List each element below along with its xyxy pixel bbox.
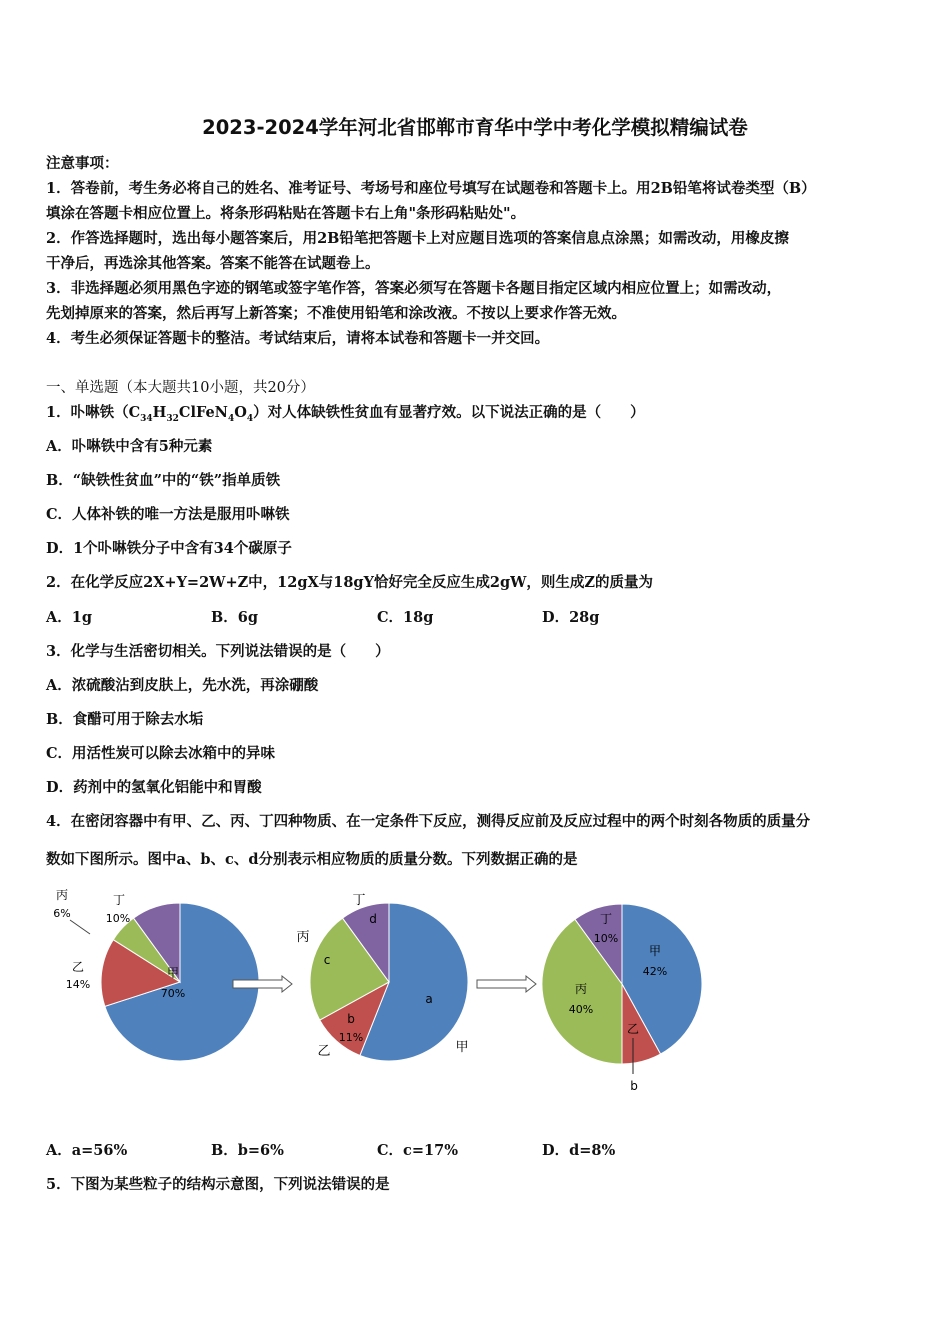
- question-4-option-c[interactable]: C．c=17%: [377, 1142, 458, 1159]
- question-1-option-c[interactable]: C．人体补铁的唯一方法是服用卟啉铁: [46, 506, 290, 523]
- question-4-option-b[interactable]: B．b=6%: [211, 1142, 284, 1159]
- question-4-stem-line2: 数如下图所示。图中a、b、c、d分别表示相应物质的质量分数。下列数据正确的是: [46, 851, 578, 868]
- arrow-right-icon: [477, 976, 536, 992]
- pie-chart-3: [542, 904, 702, 1093]
- question-1-option-a[interactable]: A．卟啉铁中含有5种元素: [46, 438, 213, 455]
- notice-line: 4．考生必须保证答题卡的整洁。考试结束后，请将本试卷和答题卡一并交回。: [46, 330, 550, 347]
- question-2-option-a[interactable]: A．1g: [46, 609, 92, 626]
- pie1-label-ding-name: 丁: [112, 893, 126, 907]
- question-4-option-a[interactable]: A．a=56%: [46, 1142, 128, 1159]
- pie-charts-figure: [40, 880, 720, 1105]
- pie1-label-yi-value: 14%: [65, 978, 91, 991]
- pie3-label-ding-value: 10%: [593, 932, 619, 945]
- question-3-option-d[interactable]: D．药剂中的氢氧化铝能中和胃酸: [46, 779, 262, 796]
- question-5-stem: 5．下图为某些粒子的结构示意图，下列说法错误的是: [46, 1176, 390, 1193]
- pie3-label-yi-name: 乙: [626, 1022, 640, 1036]
- pie1-label-bing-name: 丙: [55, 888, 69, 902]
- pie2-label-bing: 丙: [296, 930, 310, 945]
- notice-line: 干净后，再选涂其他答案。答案不能答在试题卷上。: [46, 255, 380, 272]
- notice-heading: 注意事项：: [46, 155, 119, 172]
- pie1-label-ding-value: 10%: [105, 912, 131, 925]
- pie2-label-a: a: [425, 992, 433, 1006]
- pie3-label-jia-name: 甲: [648, 944, 662, 958]
- pie3-label-jia-value: 42%: [642, 965, 668, 978]
- pie2-label-c: c: [323, 953, 331, 967]
- pie3-label-ding-name: 丁: [599, 912, 613, 926]
- section-heading: 一、单选题（本大题共10小题，共20分）: [46, 380, 315, 396]
- question-3-option-c[interactable]: C．用活性炭可以除去冰箱中的异味: [46, 745, 276, 762]
- pie3-label-bing-value: 40%: [568, 1003, 594, 1016]
- question-1-stem: 1．卟啉铁$(C_{34}H_{32}ClFeN_4O_4)$对人体缺铁性贫血有显著疗效。以下说法正确的是（ ）: [46, 404, 645, 424]
- question-3-stem: 3．化学与生活密切相关。下列说法错误的是（ ）: [46, 643, 390, 660]
- notice-line: 1．答卷前，考生务必将自己的姓名、准考证号、考场号和座位号填写在试题卷和答题卡上。用2B铅笔将试卷类型（B）: [46, 180, 816, 197]
- pie1-label-jia-name: 甲: [166, 966, 180, 980]
- pie2-label-b: b: [347, 1012, 355, 1026]
- notice-line: 先划掉原来的答案，然后再写上新答案；不准使用铅笔和涂改液。不按以上要求作答无效。: [46, 305, 626, 322]
- pie3-label-bing-name: 丙: [574, 982, 588, 996]
- question-3-option-b[interactable]: B．食醋可用于除去水垢: [46, 711, 204, 728]
- pie1-label-jia-value: 70%: [160, 987, 186, 1000]
- question-2-option-c[interactable]: C．18g: [377, 609, 434, 626]
- pie2-label-b-value: 11%: [338, 1031, 364, 1044]
- question-2-option-d[interactable]: D．28g: [542, 609, 600, 626]
- notice-line: 3．非选择题必须用黑色字迹的钢笔或签字笔作答，答案必须写在答题卡各题目指定区域内相应位置上；如需改动，: [46, 280, 782, 297]
- question-1-option-d[interactable]: D．1个卟啉铁分子中含有34个碳原子: [46, 540, 292, 557]
- pie-chart-2: [296, 893, 468, 1061]
- pie2-label-yi: 乙: [317, 1044, 331, 1059]
- notice-line: 填涂在答题卡相应位置上。将条形码粘贴在答题卡右上角"条形码粘贴处"。: [46, 205, 526, 222]
- page-title: 2023-2024学年河北省邯郸市育华中学中考化学模拟精编试卷: [202, 116, 748, 139]
- pie2-label-d: d: [369, 912, 377, 926]
- pie2-label-ding: 丁: [352, 893, 366, 908]
- question-1-option-b[interactable]: B．“缺铁性贫血”中的“铁”指单质铁: [46, 472, 281, 489]
- pie3-label-b: b: [630, 1079, 638, 1093]
- question-3-option-a[interactable]: A．浓硫酸沾到皮肤上，先水洗，再涂硼酸: [46, 677, 319, 694]
- question-4-stem-line1: 4．在密闭容器中有甲、乙、丙、丁四种物质、在一定条件下反应，测得反应前及反应过程中的两个时刻各物质的质量分: [46, 813, 811, 830]
- question-4-option-d[interactable]: D．d=8%: [542, 1142, 616, 1159]
- notice-line: 2．作答选择题时，选出每小题答案后，用2B铅笔把答题卡上对应题目选项的答案信息点涂黑；如需改动，用橡皮擦: [46, 230, 789, 247]
- question-2-option-b[interactable]: B．6g: [211, 609, 258, 626]
- question-2-stem: 2．在化学反应2X+Y=2W+Z中，12gX与18gY恰好完全反应生成2gW，则生成Z的质量为: [46, 574, 654, 591]
- pie2-label-jia: 甲: [455, 1040, 469, 1055]
- pie1-leader-line: [70, 920, 90, 934]
- pie1-label-yi-name: 乙: [71, 960, 85, 974]
- pie-chart-1: [53, 888, 259, 1061]
- pie1-label-bing-value: 6%: [53, 907, 71, 920]
